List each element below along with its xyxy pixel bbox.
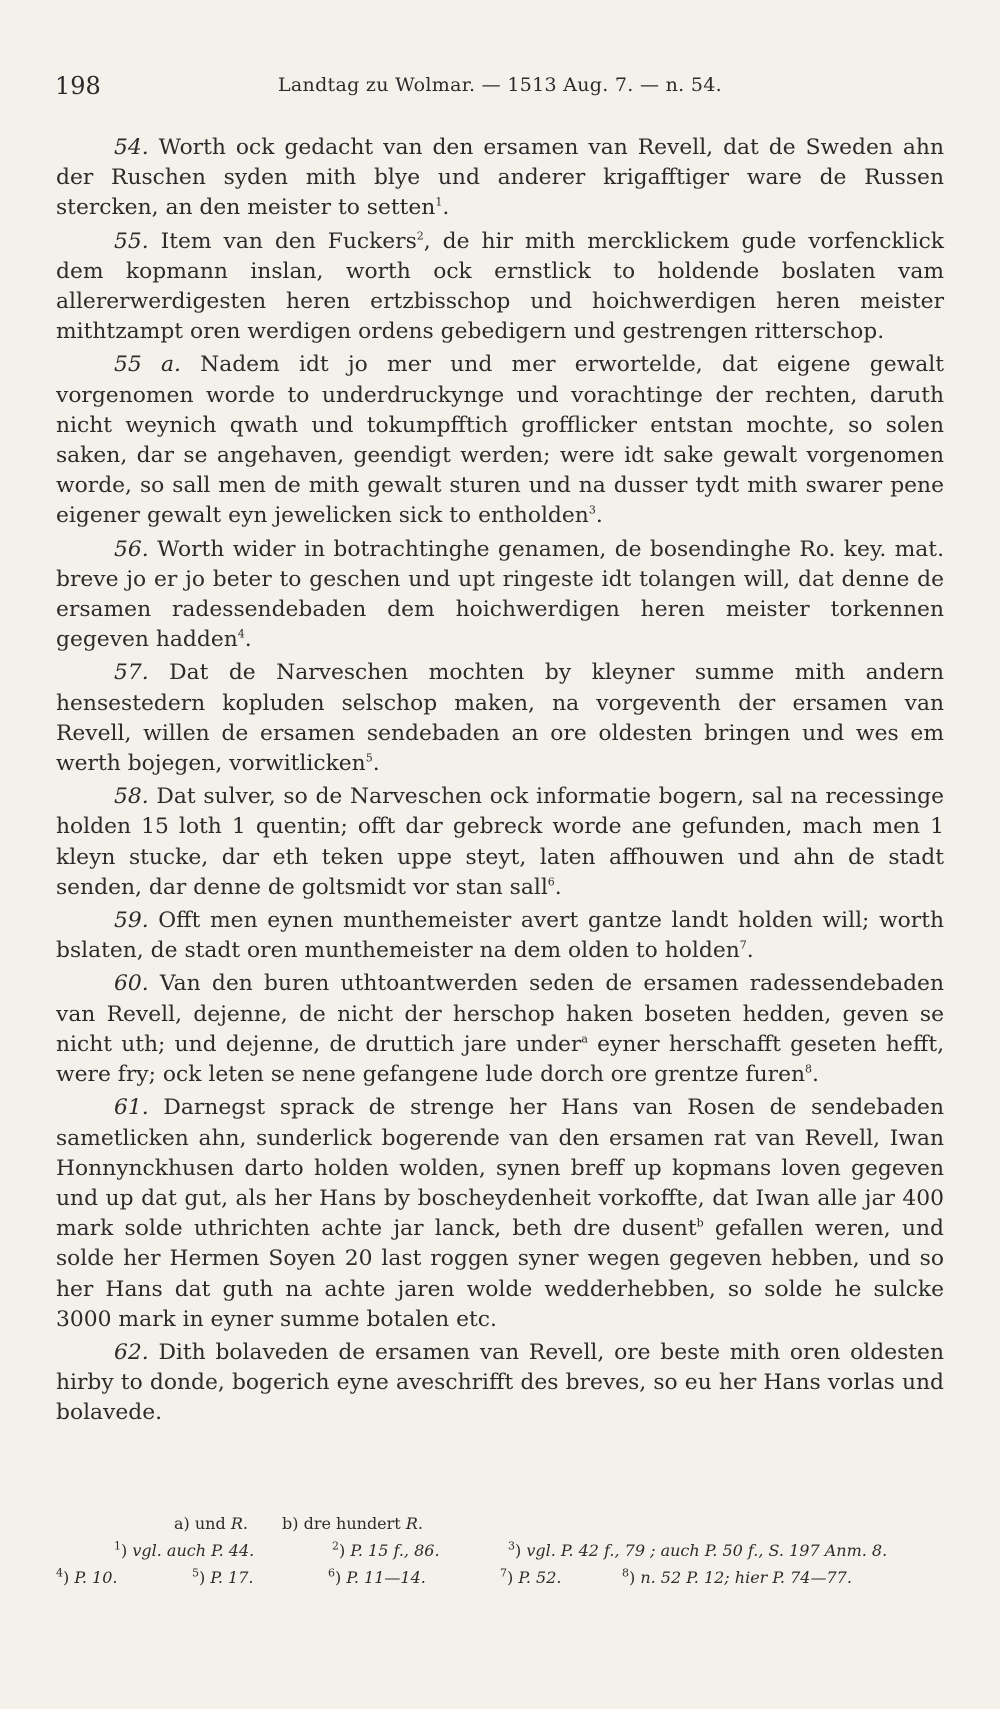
paragraph-end: . xyxy=(595,503,603,529)
paragraph-55 xyxy=(56,227,944,348)
footnote-mark: 1 xyxy=(114,1539,121,1553)
footnote-text: P. 11—14. xyxy=(346,1568,426,1587)
paragraph-60 xyxy=(56,969,944,1090)
footnote-ref: 4 xyxy=(237,627,245,641)
paragraph-number: 59. xyxy=(114,908,149,934)
footnote-2: $^2$) P. 15 f., 86. xyxy=(332,1539,440,1560)
footnote-ref: 7 xyxy=(739,939,747,953)
footnote-mark: 5 xyxy=(192,1566,199,1580)
paragraph-text: Worth wider in botrachtinghe genamen, de bosendinghe Ro. key. mat. breve jo er jo beter to geschen und upt ringeste idt tolangen will, dat denne de ersamen radessendebaden dem hoichwerdigen heren meister torkennen gegeven hadden xyxy=(56,536,944,653)
paragraph-number: 56. xyxy=(114,536,149,562)
textual-note-b xyxy=(282,1510,423,1537)
footnote-mark: 6 xyxy=(328,1566,335,1580)
paragraph-end: . xyxy=(372,751,380,777)
paragraph-text: gefallen weren, und solde her Hermen Soyen 20 last roggen syner wegen gegeven hebben, und so her Hans dat guth na achte jaren wolde wedderhebben, so solde he sulcke 3000 mark in eyner summe botalen etc. xyxy=(56,1216,944,1332)
footnote-text: P. 52. xyxy=(518,1568,562,1587)
page-number: 198 xyxy=(55,72,101,100)
paragraph-number: 55. xyxy=(114,228,149,254)
note-text: dre hundert xyxy=(303,1514,406,1533)
textual-note-ref: a xyxy=(581,1032,588,1046)
paragraph-text: , de hir mith mercklickem gude vorfencklick dem kopmann inslan, worth ock ernstlick to holdende boslaten vam allererwerdigesten heren ertzbisschop und hoichwerdigen heren meister mithtzampt oren werdigen ordens gebedigern und gestrengen ritterschop. xyxy=(56,228,944,345)
page-header xyxy=(55,72,945,102)
paragraph-text: eyner herschafft geseten hefft, were fry; ock leten se nene gefangene lude dorch ore grentze furen xyxy=(56,1031,945,1088)
paragraph-62 xyxy=(56,1338,944,1429)
footnote-ref: 6 xyxy=(547,875,555,889)
paragraph-number: 54. xyxy=(114,135,149,160)
paragraph-end: . xyxy=(244,627,252,653)
paragraph-text: Dat sulver, so de Narveschen ock informatie bogern, sal na recessinge holden 15 loth 1 quentin; offt dar gebreck worde ane gefunden, mach men 1 kleyn stucke, dar eth teken uppe steyt, laten affhouwen und ahn de stadt senden, dar denne de goltsmidt vor stan sall xyxy=(56,784,944,900)
footnotes xyxy=(56,1510,944,1591)
footnote-text: P. 15 f., 86. xyxy=(350,1541,440,1560)
footnote-mark: 8 xyxy=(622,1566,629,1580)
paragraph-number: 55 a. xyxy=(114,352,181,378)
footnote-7: $^7$) P. 52. xyxy=(500,1566,562,1587)
paragraph-text: Dith bolaveden de ersamen van Revell, ore beste mith oren oldesten hirby to donde, bogerich eyne aveschrifft des breves, so eu her Hans vorlas und bolavede. xyxy=(56,1339,944,1426)
paragraph-56 xyxy=(56,535,944,656)
note-end: . xyxy=(417,1514,423,1533)
footnote-mark: 3 xyxy=(508,1539,515,1553)
footnote-6: $^6$) P. 11—14. xyxy=(328,1566,426,1587)
footnote-mark: 4 xyxy=(56,1566,63,1580)
paragraph-end: . xyxy=(554,874,562,900)
paragraph-text: Item van den Fuckers xyxy=(160,228,417,254)
footnote-8: $^8$) n. 52 P. 12; hier P. 74—77. xyxy=(622,1566,852,1587)
paragraph-text: Nadem idt jo mer und mer erwortelde, dat eigene gewalt vorgenomen worde to underdruckynge und vorachtinge der rechten, daruth nicht weynich qwath und tokumpfftich grofflicker entstan mochte, so solen saken, dar se angehaven, geendigt werden; were idt sake gewalt vorgenomen worde, so sall men de mith gewalt sturen und na dusser tydt mith swarer pene eigener gewalt eyn jewelicken sick to entholden xyxy=(56,352,945,529)
footnote-4: $^4$) P. 10. xyxy=(56,1566,118,1587)
paragraph-end: . xyxy=(812,1062,819,1088)
running-title: Landtag zu Wolmar. — 1513 Aug. 7. — n. 54. xyxy=(278,74,722,96)
footnotes-row-2 xyxy=(56,1564,944,1591)
paragraph-59 xyxy=(56,906,944,966)
textual-notes-row xyxy=(56,1510,944,1537)
footnote-3: $^3$) vgl. P. 42 f., 79 ; auch P. 50 f., S. 197 Anm. 8. xyxy=(508,1539,888,1560)
footnote-text: P. 10. xyxy=(74,1568,118,1587)
footnote-text: vgl. auch P. 44. xyxy=(132,1541,255,1560)
footnotes-row-1 xyxy=(56,1537,944,1564)
footnote-mark: 2 xyxy=(332,1539,339,1553)
paragraph-54 xyxy=(56,133,944,224)
footnote-ref: 2 xyxy=(416,229,424,243)
footnote-ref: 5 xyxy=(365,751,373,765)
paragraph-57 xyxy=(56,658,944,779)
paragraph-number: 57. xyxy=(114,660,149,686)
paragraph-number: 60. xyxy=(114,971,149,997)
paragraph-61 xyxy=(56,1093,944,1335)
paragraph-55a xyxy=(56,350,944,531)
footnote-1: $^1$) vgl. auch P. 44. xyxy=(114,1539,255,1560)
paragraph-text: Darnegst sprack de strenge her Hans van Rosen de sendebaden sametlicken ahn, sunderlick bogerende van den ersamen rat van Revell, Iwan Honnynckhusen darto holden wolden, synen breff up kopmans loven gegeven und up dat gut, als her Hans by boscheydenheit vorkoffte, dat Iwan alle jar 400 mark solde uthrichten achte jar lanck, beth dre dusent xyxy=(56,1095,944,1242)
paragraph-number: 58. xyxy=(114,784,149,810)
note-mark: b) xyxy=(282,1514,304,1533)
paragraph-end: . xyxy=(442,195,450,221)
footnote-mark: 7 xyxy=(500,1566,507,1580)
note-ref: R xyxy=(405,1514,418,1533)
paragraph-58 xyxy=(56,782,944,903)
footnote-ref: 1 xyxy=(435,196,443,210)
footnote-ref: 8 xyxy=(805,1062,813,1076)
paragraph-text: Worth ock gedacht van den ersamen van Revell, dat de Sweden ahn der Ruschen syden mith blye und anderer krigafftiger ware de Russen stercken, an den meister to setten xyxy=(56,135,944,221)
footnote-text: P. 17. xyxy=(210,1568,254,1587)
paragraph-text: Van den buren uthtoantwerden seden de ersamen radessendebaden van Revell, dejenne, de nicht der herschop haken boseten hedden, geven se nicht uth; und dejenne, de druttich jare under xyxy=(56,971,944,1057)
paragraph-text: Dat de Narveschen mochten by kleyner summe mith andern hensestedern kopluden selschop maken, na vorgeventh der ersamen van Revell, willen de ersamen sendebaden an ore oldesten bringen und wes em werth bojegen, vorwitlicken xyxy=(56,660,944,777)
note-ref: R xyxy=(230,1514,243,1533)
footnote-ref: 3 xyxy=(588,504,596,518)
textual-note-a xyxy=(174,1510,248,1537)
footnote-text: vgl. P. 42 f., 79 ; auch P. 50 f., S. 197 Anm. 8. xyxy=(526,1541,888,1560)
paragraph-number: 61. xyxy=(114,1095,149,1121)
paragraph-number: 62. xyxy=(114,1339,149,1365)
footnote-5: $^5$) P. 17. xyxy=(192,1566,254,1587)
paragraph-text: Offt men eynen munthemeister avert gantze landt holden will; worth bslaten, de stadt oren munthemeister na dem olden to holden xyxy=(56,908,944,964)
note-mark: a) xyxy=(174,1514,195,1533)
note-text: und xyxy=(194,1514,231,1533)
textual-note-ref: b xyxy=(696,1216,704,1230)
paragraph-end: . xyxy=(746,938,754,964)
note-end: . xyxy=(242,1514,248,1533)
footnote-text: n. 52 P. 12; hier P. 74—77. xyxy=(640,1568,852,1587)
body-text xyxy=(56,133,944,1432)
